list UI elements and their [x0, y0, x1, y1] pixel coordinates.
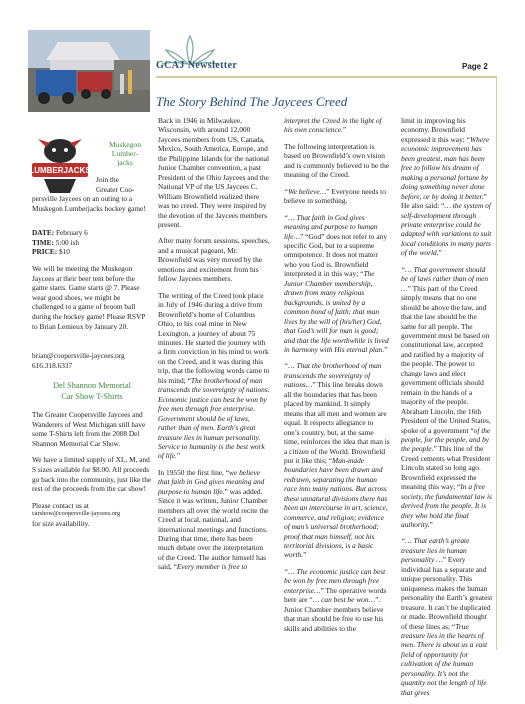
article-paragraph	[284, 567, 390, 633]
creed-quote: “… That the brotherhood of man transcends the sovereignty of nations…	[284, 361, 382, 390]
event-details	[32, 228, 152, 257]
text-run: ”	[384, 344, 388, 354]
event-intro	[32, 175, 152, 213]
event-time	[32, 238, 152, 248]
tshirt-body	[32, 410, 152, 529]
article-paragraph	[401, 536, 493, 697]
article-column-2	[284, 116, 390, 640]
article-paragraph	[284, 116, 390, 135]
article-paragraph	[158, 468, 270, 572]
brownfield-quote: True treasure lies in the hearts of men. There is about us a vast field of opportunity for cultivation of the human personality. It’s not the quantity not the length of life that gives	[401, 621, 488, 697]
date-value: February 6	[54, 228, 88, 237]
article-paragraph	[284, 361, 390, 560]
creed-quote: “… That government should be of laws rather than of men …	[401, 264, 489, 293]
creed-quote: we believe that faith in God gives meaning and purpose to human life.	[158, 467, 265, 496]
tshirt-paragraph: for size availability.	[32, 518, 90, 528]
author-quote: Every member is free to	[176, 562, 248, 572]
text-run: ”. Junior Chamber members believe that man should be free to use his skills and abilities to the	[284, 595, 384, 633]
page-number: Page 2	[462, 62, 488, 71]
brownfield-quote: Where economic improvement has been greatest, man has been free to follow his dream of making a personal fortune by doing something never done before, or by doing it better.	[401, 134, 489, 201]
brownfield-quote: In a free society, the fundamental law is derived from the people. It is they who hold the final authority.	[401, 482, 492, 530]
tshirt-heading	[32, 380, 152, 402]
article-paragraph: After many forum sessions, speeches, and a musical pageant, Mr. Brownfield was very moved by the emotions and excitement from his fellow Jaycees members.	[158, 236, 270, 284]
creed-quote: “We believe…	[284, 186, 327, 196]
article-paragraph	[401, 116, 493, 258]
tshirt-heading-line: Car Show T-Shirts	[61, 392, 123, 401]
text-run: ” was added. Since it was written, Junior Chamber members all over the world recite the Creed at local, national, and international meetings and functions. During that time, there has been much debate over the interpretation of the Creed. The author himself has said, “	[158, 486, 269, 572]
tshirt-paragraph: Please contact us at	[32, 500, 89, 510]
text-run: ” Every individual has a separate and unique personality. This uniqueness makes the human personality the Earth’s greatest treasure. It can’t be duplicated or made. Brownfield thought of these lines as; “	[401, 555, 493, 631]
contact-email-link[interactable]: brian@coopersville-jaycees.org	[32, 351, 125, 360]
creed-quote: “… That faith in God gives meaning and purpose to human life…	[284, 212, 378, 241]
event-price	[32, 247, 152, 257]
author-quote: interpret the Creed in the light of his own conscience.	[284, 116, 382, 135]
event-date	[32, 228, 152, 238]
creed-quote: … can best be won…	[312, 595, 376, 605]
event-contact	[32, 351, 152, 370]
price-label: PRICE:	[32, 247, 58, 257]
text-run: ” This line of the Creed cements what President Lincoln stated so long ago. Brownfield expressed the meaning this way; “	[401, 444, 491, 492]
price-value: $10	[57, 247, 70, 257]
article-paragraph	[284, 187, 390, 206]
creed-quote: “… That earth’s greate treasure lies in human personality …	[401, 536, 470, 565]
text-run: In 19550 the first line, “	[158, 467, 230, 477]
event-heading-line: Muskegon	[108, 140, 142, 149]
tshirt-email-link[interactable]: carshow@coopersville-jaycees.org	[32, 510, 121, 518]
text-run: limit in improving his economy. Brownfield expressed it this way; “	[401, 116, 470, 144]
lumberjacks-logo-text: LUMBERJACKS	[29, 166, 91, 175]
header-rule	[156, 76, 497, 78]
lincoln-quote: of the people, for the people, and by the people.	[401, 425, 491, 454]
text-run: ” This part of the Creed simply means that no one should be above the law, and that the law should be the same for all people. The government must be based on constitutional law, accepted and ratified by a majority of the people. The power to change laws and elect government officials should remain in the hands of a majority of the people. Abraham Lincoln, the 16th President of the United States, spoke of a government “	[401, 283, 491, 435]
time-value: 5:00 ish	[53, 237, 80, 247]
event-intro-rest: persville Jaycees on an outing to a Muskegon Lumberjacks hockey game!	[32, 194, 146, 213]
article-title: The Story Behind The Jaycees Creed	[156, 94, 348, 109]
article-paragraph: The following interpretation is based on Brownfield’s own vision and is commonly believed to be the meaning of the Creed.	[284, 141, 390, 180]
tshirt-heading-line: Del Shannon Memorial	[53, 381, 131, 390]
text-run: The writing of the Creed took place in July of 1946 during a drive from Brownfield’s home of Columbus Ohio, to his coal mine in New Lexington, a journey of about 75 minutes. He started the journey with a firm conviction in his mind to work on the Creed, and it was during this trip, that the following words came to his mind; “	[158, 290, 270, 385]
article-column-3	[401, 116, 493, 704]
event-heading	[95, 140, 155, 167]
event-intro-line: Greater Coo-	[96, 184, 135, 194]
text-run: ” Everyone needs to believe in something.	[284, 186, 386, 206]
text-run: ” This line breaks down all the boundaries that has been placed by mankind. It simply means that all men and women are equal. It respects allegiance to one’s country, but, at the same time, reinforces the idea that man is a citizen of the World. Brownfield put it like this; “	[284, 380, 390, 465]
article-paragraph	[401, 265, 493, 530]
tshirt-paragraph: The Greater Coopersville Jaycees and Wanderers of West Michigan still have some T-Shirts left from the 2008 Del Shannon Memorial Car Show.	[32, 410, 146, 448]
text-run: ” “God” does not refer to any specific God, but to a supreme omnipotence. It does not matter who you God is. Brownfield interpreted it in this way; “	[284, 231, 388, 279]
contact-phone: 616.318.6337	[32, 360, 73, 370]
text-run: ”	[429, 520, 433, 530]
tshirt-paragraph: We have a limited supply of XL, M, and S sizes available for $8.00. All proceeds go back into the community, just like the rest of the proceeds from the car show!	[32, 455, 152, 494]
date-label: DATE:	[32, 228, 55, 237]
event-body: We will be meeting the Muskegon Jaycees at their beer tent before the game starts. Game starts @ 7. Please wear good shoes, we might be challenged to a game of broom ball during the hockey game! Please RSVP to Brian Lemieux by January 20.	[32, 264, 146, 331]
article-paragraph	[284, 213, 390, 355]
creed-quote: The brotherhood of man transcends the sovereignty of nations. Economic justice can best be won by free men through free enterprise. Government should be of laws, rather than of men. Earth's great treasure lies in human personality. Service to humanity is the best work of life.	[158, 375, 270, 461]
text-run: ” He also said: “	[401, 191, 487, 211]
article-paragraph	[158, 291, 270, 461]
creed-quote: “… The economic justice can best be won by free men through free enterprise…	[284, 566, 386, 595]
car-show-photo	[28, 30, 150, 112]
right-margin-rule	[496, 78, 497, 650]
brownfield-quote: Man-made boundaries have been drawn and redrawn, separating the human race into many nations. But across these unnatural divisions there has been an intercourse in art, science, commerce, and religion; evidence of man’s universal brotherhood; proof that man himself, not his territorial divisions, is a basic worth.	[284, 455, 388, 560]
text-run: ”	[342, 125, 347, 135]
text-run: ”	[438, 248, 442, 258]
text-run: ”	[176, 451, 181, 461]
text-run: ” The operative words here are “	[284, 585, 387, 605]
newsletter-title: GCAJ Newsletter	[156, 60, 238, 71]
text-run: ”	[303, 550, 307, 560]
time-label: TIME:	[32, 237, 54, 247]
brownfield-quote: The Junior Chamber membership, drawn from many religious backgrounds, is united by a common bond of faith; that man lives by the will of (his/her) God, that God’s will for man is good; and that the life worthwhile is lived in harmony with His eternal plan.	[284, 269, 389, 354]
article-column-1	[158, 116, 270, 579]
brownfield-quote: … the system of self-development through private enterprise could be adapted with variations to suit local conditions in many parts of the world.	[401, 201, 492, 258]
event-heading-line: Lumber-	[111, 149, 139, 158]
event-heading-line: jacks	[117, 158, 133, 167]
event-intro-line: Join the	[96, 175, 119, 184]
article-paragraph: Back in 1946 in Milwaukee, Wisconsin, with around 12,000 Jaycees members from US, Canada, Mexico, South America, Europe, and the Philippine Islands for the national Junior Chamber convention, a past President of the Ohio Jaycees and the National VP of the US Jaycees C. William Brownfield realized there was no creed. They were inspired by the devotion of the Jaycees members present.	[158, 116, 270, 229]
